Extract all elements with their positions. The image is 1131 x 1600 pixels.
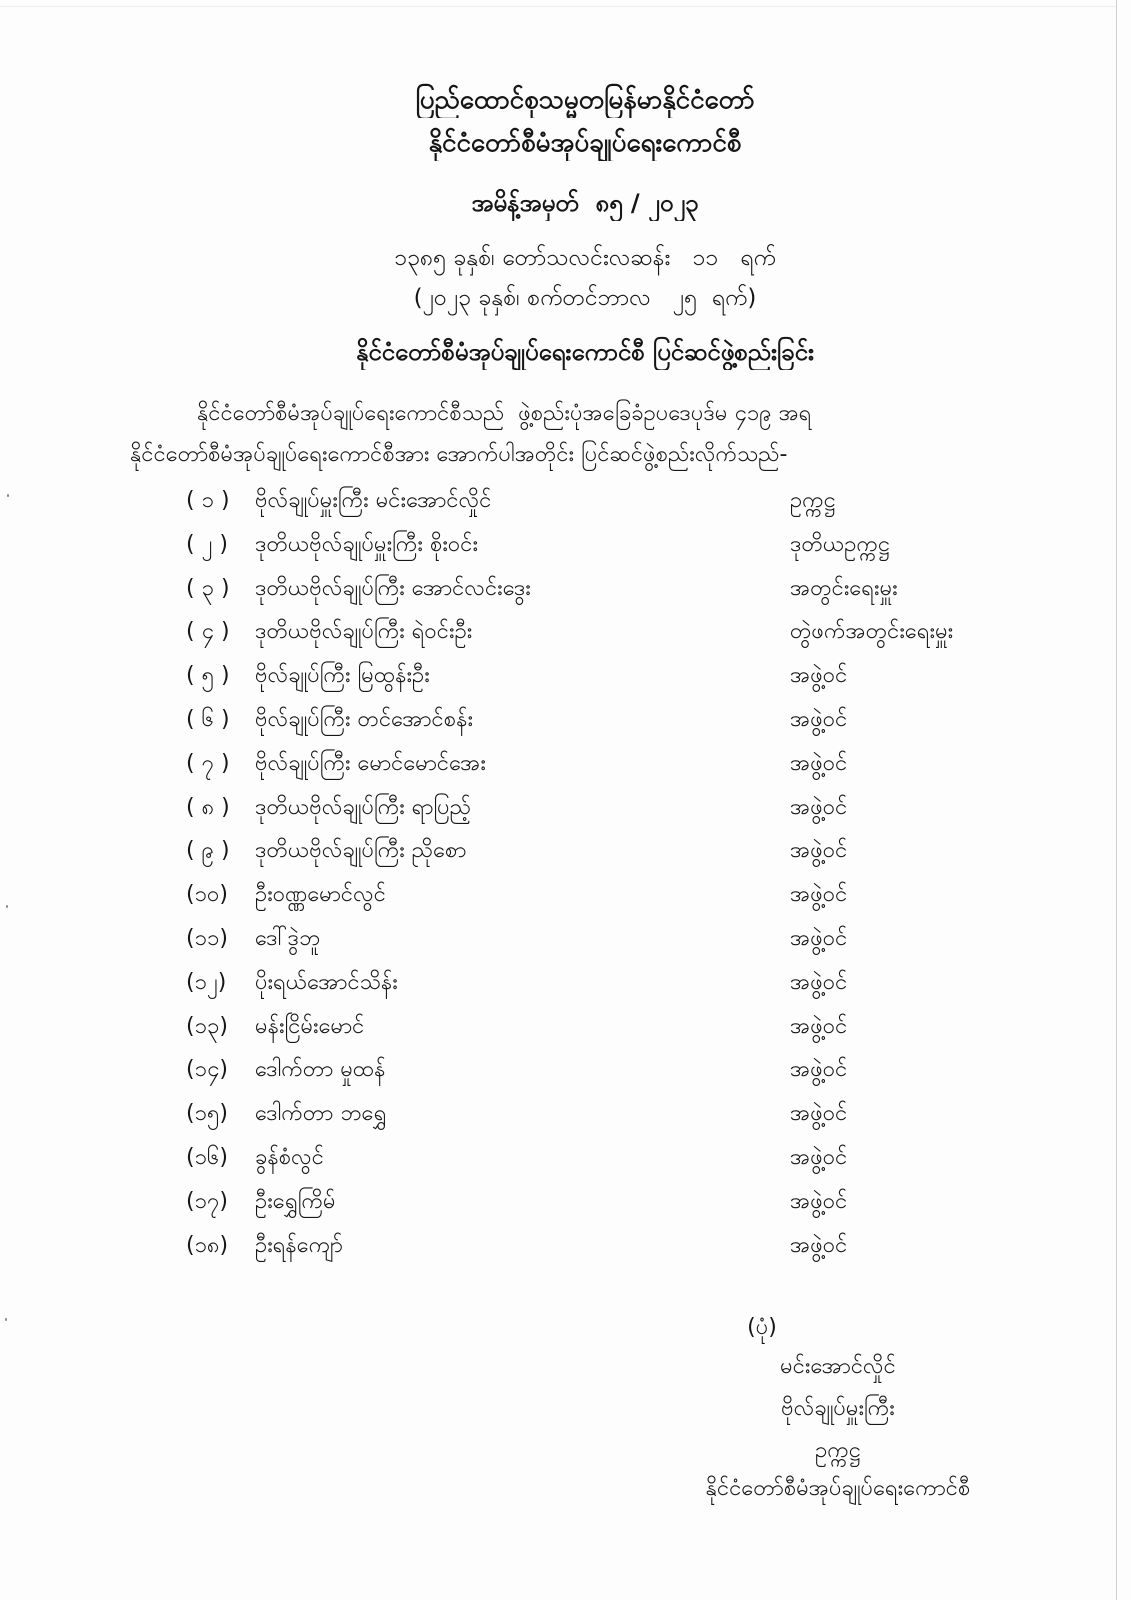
member-role: အဖွဲ့ဝင် — [790, 1232, 848, 1258]
signatory-rank: ဗိုလ်ချုပ်မှူးကြီး — [781, 1396, 895, 1421]
member-number: (၁၇) — [186, 1188, 228, 1214]
member-role: အဖွဲ့ဝင် — [790, 969, 848, 995]
member-number: (၁၆) — [186, 1145, 228, 1170]
member-role: အဖွဲ့ဝင် — [790, 838, 848, 864]
member-row — [0, 878, 1131, 912]
member-role: ဥက္ကဋ္ဌ — [790, 488, 836, 513]
signatory-title: ဥက္ကဋ္ဌ — [815, 1438, 861, 1463]
member-row — [0, 484, 1131, 518]
member-role: အတွင်းရေးမှူး — [790, 575, 898, 601]
member-role: အဖွဲ့ဝင် — [790, 1057, 848, 1083]
member-number: (၁၅) — [186, 1101, 228, 1127]
member-number: ( ၇ ) — [186, 750, 230, 776]
signature-mark: (ပုံ) — [747, 1315, 777, 1340]
preamble-line-1: နိုင်ငံတော်စီမံအုပ်ချုပ်ရေးကောင်စီသည် ဖွဲ့စည်းပုံအခြေခံဥပဒေပုဒ်မ ၄၁၉ အရ — [197, 401, 812, 426]
member-row — [0, 615, 1131, 649]
member-name: ဒေါက်တာ မှုထန် — [255, 1057, 386, 1083]
member-number: (၁၂) — [186, 969, 227, 995]
member-number: (၁၈) — [186, 1232, 229, 1258]
order-number: အမိန့်အမှတ် ၈၅ / ၂၀၂၃ — [471, 189, 699, 217]
preamble-line-2: နိုင်ငံတော်စီမံအုပ်ချုပ်ရေးကောင်စီအား အောက်ပါအတိုင်း ပြင်ဆင်ဖွဲ့စည်းလိုက်သည်- — [130, 442, 788, 467]
member-name: ဗိုလ်ချုပ်မှူးကြီး မင်းအောင်လှိုင် — [255, 488, 492, 513]
member-number: ( ၉ ) — [186, 838, 230, 864]
member-name: ခွန်စံလွင် — [255, 1145, 324, 1170]
member-number: ( ၁ ) — [186, 488, 230, 513]
member-number: (၁၃) — [186, 1013, 228, 1039]
member-row — [0, 528, 1131, 562]
member-name: ဒေါက်တာ ဘရွှေ — [255, 1101, 387, 1127]
member-row — [0, 703, 1131, 737]
member-role: ဒုတိယဥက္ကဋ္ဌ — [790, 531, 890, 557]
member-role: အဖွဲ့ဝင် — [790, 750, 848, 776]
member-name: ဦးရွှေကြိမ် — [255, 1188, 336, 1214]
member-role: အဖွဲ့ဝင် — [790, 794, 848, 820]
member-row — [0, 747, 1131, 781]
member-role: အဖွဲ့ဝင် — [790, 1145, 848, 1170]
scan-top-edge — [0, 6, 1116, 7]
member-name: ဒုတိယဗိုလ်ချုပ်ကြီး ရဲဝင်းဦး — [255, 619, 473, 645]
order-subject: နိုင်ငံတော်စီမံအုပ်ချုပ်ရေးကောင်စီ ပြင်ဆင်ဖွဲ့စည်းခြင်း — [355, 338, 815, 366]
member-role: အဖွဲ့ဝင် — [790, 926, 848, 951]
date-myanmar-calendar: ၁၃၈၅ ခုနှစ်၊ တော်သလင်းလဆန်း ၁၁ ရက် — [394, 245, 776, 271]
member-number: (၁၀) — [186, 882, 228, 908]
member-row — [0, 1010, 1131, 1044]
member-name: ဦးဝဏ္ဏမောင်လွင် — [255, 882, 386, 908]
member-row — [0, 834, 1131, 868]
council-title: နိုင်ငံတော်စီမံအုပ်ချုပ်ရေးကောင်စီ — [428, 128, 742, 158]
member-number: ( ၅ ) — [186, 663, 230, 689]
member-name: ဒုတိယဗိုလ်ချုပ်ကြီး ရာပြည့် — [255, 794, 471, 820]
signatory-name: မင်းအောင်လှိုင် — [780, 1354, 896, 1379]
member-name: ဒုတိယဗိုလ်ချုပ်ကြီး အောင်လင်းဒွေး — [255, 575, 531, 601]
signatory-organization: နိုင်ငံတော်စီမံအုပ်ချုပ်ရေးကောင်စီ — [705, 1476, 971, 1501]
member-row — [0, 1053, 1131, 1087]
member-row — [0, 791, 1131, 825]
member-number: ( ၆ ) — [186, 707, 230, 732]
member-list — [0, 470, 1131, 1270]
member-name: ဒုတိယဗိုလ်ချုပ်ကြီး ညိုစော — [255, 838, 467, 864]
member-number: ( ၃ ) — [186, 575, 230, 601]
member-role: အဖွဲ့ဝင် — [790, 1101, 848, 1127]
member-number: ( ၂ ) — [186, 531, 228, 557]
member-name: ဗိုလ်ချုပ်ကြီး မြထွန်းဦး — [255, 663, 430, 689]
member-role: အဖွဲ့ဝင် — [790, 707, 848, 732]
member-row — [0, 572, 1131, 606]
member-role: တွဲဖက်အတွင်းရေးမှူး — [790, 619, 954, 645]
member-row — [0, 1097, 1131, 1131]
member-number: ( ၈ ) — [186, 794, 230, 820]
member-row — [0, 966, 1131, 1000]
member-name: ဦးရန်ကျော် — [255, 1232, 343, 1258]
member-role: အဖွဲ့ဝင် — [790, 663, 848, 689]
member-role: အဖွဲ့ဝင် — [790, 882, 848, 908]
member-row — [0, 1141, 1131, 1175]
scan-speck — [5, 1318, 7, 1321]
member-name: မန်းငြိမ်းမောင် — [255, 1013, 365, 1039]
member-row — [0, 1185, 1131, 1219]
member-row — [0, 1229, 1131, 1263]
member-number: (၁၁) — [186, 926, 228, 951]
member-name: ဒုတိယဗိုလ်ချုပ်မှူးကြီး စိုးဝင်း — [255, 531, 479, 557]
member-name: ပိုးရယ်အောင်သိန်း — [255, 969, 398, 995]
member-name: ဗိုလ်ချုပ်ကြီး မောင်မောင်အေး — [255, 750, 486, 776]
member-name: ဗိုလ်ချုပ်ကြီး တင်အောင်စန်း — [255, 707, 474, 732]
member-row — [0, 659, 1131, 693]
member-role: အဖွဲ့ဝင် — [790, 1013, 848, 1039]
member-role: အဖွဲ့ဝင် — [790, 1188, 848, 1214]
date-gregorian-calendar: (၂၀၂၃ ခုနှစ်၊ စက်တင်ဘာလ ၂၅ ရက်) — [413, 285, 757, 311]
member-number: ( ၄ ) — [186, 619, 230, 645]
country-title: ပြည်ထောင်စုသမ္မတမြန်မာနိုင်ငံတော် — [415, 85, 755, 115]
member-number: (၁၄) — [186, 1057, 228, 1083]
member-row — [0, 922, 1131, 956]
member-name: ဒေါ်ဒွဲဘူ — [255, 926, 321, 951]
